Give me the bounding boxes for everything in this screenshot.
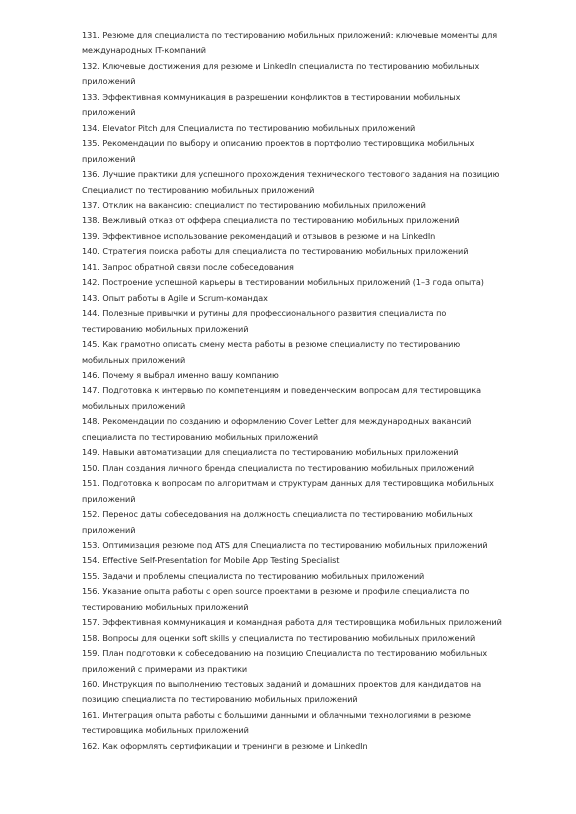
list-item: 138. Вежливый отказ от оффера специалиста по тестированию мобильных приложений [82,215,460,226]
list-item: 132. Ключевые достижения для резюме и LinkedIn специалиста по тестированию мобильных приложений [82,60,480,87]
list-item: 136. Лучшие практики для успешного прохождения технического тестового задания на позицию Специалист по тестированию мобильных приложений [82,169,500,195]
list-item: 162. Как оформлять сертификации и тренинги в резюме и LinkedIn [82,740,368,751]
list-item: 156. Указание опыта работы с open source проектами в резюме и профиле специалиста по тестированию мобильных приложений [82,586,470,612]
list-item: 157. Эффективная коммуникация и командная работа для тестировщика мобильных приложений [82,617,502,628]
list-item: 160. Инструкция по выполнению тестовых заданий и домашних проектов для кандидатов на позицию специалиста по тестированию мобильных приложений [82,679,482,705]
list-item: 151. Подготовка к вопросам по алгоритмам и структурам данных для тестировщика мобильных приложений [82,478,494,504]
list-item: 150. План создания личного бренда специалиста по тестированию мобильных приложений [82,462,475,473]
list-item: 145. Как грамотно описать смену места работы в резюме специалисту по тестированию мобильных приложений [82,339,461,365]
list-item: 133. Эффективная коммуникация в разрешении конфликтов в тестировании мобильных приложений [82,91,461,118]
list-item: 142. Построение успешной карьеры в тестировании мобильных приложений (1–3 года опыта) [82,277,484,288]
list-item: 158. Вопросы для оценки soft skills у специалиста по тестированию мобильных приложений [82,632,476,643]
list-item: 131. Резюме для специалиста по тестированию мобильных приложений: ключевые моменты для международных IT-компаний [82,30,498,56]
list-item: 141. Запрос обратной связи после собеседования [82,261,294,272]
list-item: 135. Рекомендации по выбору и описанию проектов в портфолио тестировщика мобильных приложений [82,138,475,164]
list-item: 146. Почему я выбрал именно вашу компанию [82,369,279,380]
list-item: 149. Навыки автоматизации для специалиста по тестированию мобильных приложений [82,447,459,458]
list-item: 153. Оптимизация резюме под ATS для Специалиста по тестированию мобильных приложений [82,539,488,550]
list-item: 155. Задачи и проблемы специалиста по тестированию мобильных приложений [82,570,425,581]
list-item: 143. Опыт работы в Agile и Scrum-командах [82,292,268,303]
list-item: 147. Подготовка к интервью по компетенциям и поведенческим вопросам для тестировщика мобильных приложений [82,385,482,411]
list-item: 144. Полезные привычки и рутины для профессионального развития специалиста по тестированию мобильных приложений [82,308,447,334]
list-item: 137. Отклик на вакансию: специалист по тестированию мобильных приложений [82,199,426,210]
list-item: 159. План подготовки к собеседованию на позицию Специалиста по тестированию мобильных приложений с примерами из практики [82,648,488,674]
list-item: 154. Effective Self-Presentation for Mobile App Testing Specialist [82,555,340,566]
list-item: 134. Elevator Pitch для Специалиста по тестированию мобильных приложений [82,122,416,133]
list-item: 140. Стратегия поиска работы для специалиста по тестированию мобильных приложений [82,246,469,257]
list-item: 148. Рекомендации по созданию и оформлению Cover Letter для международных вакансий специалиста по тестированию мобильных приложений [82,416,472,442]
list-item: 139. Эффективное использование рекомендаций и отзывов в резюме и на LinkedIn [82,230,436,241]
list-item: 152. Перенос даты собеседования на должность специалиста по тестированию мобильных приложений [82,509,473,535]
list-item: 161. Интеграция опыта работы с большими данными и облачными технологиями в резюме тестировщика мобильных приложений [82,709,471,736]
topic-list [82,28,502,754]
